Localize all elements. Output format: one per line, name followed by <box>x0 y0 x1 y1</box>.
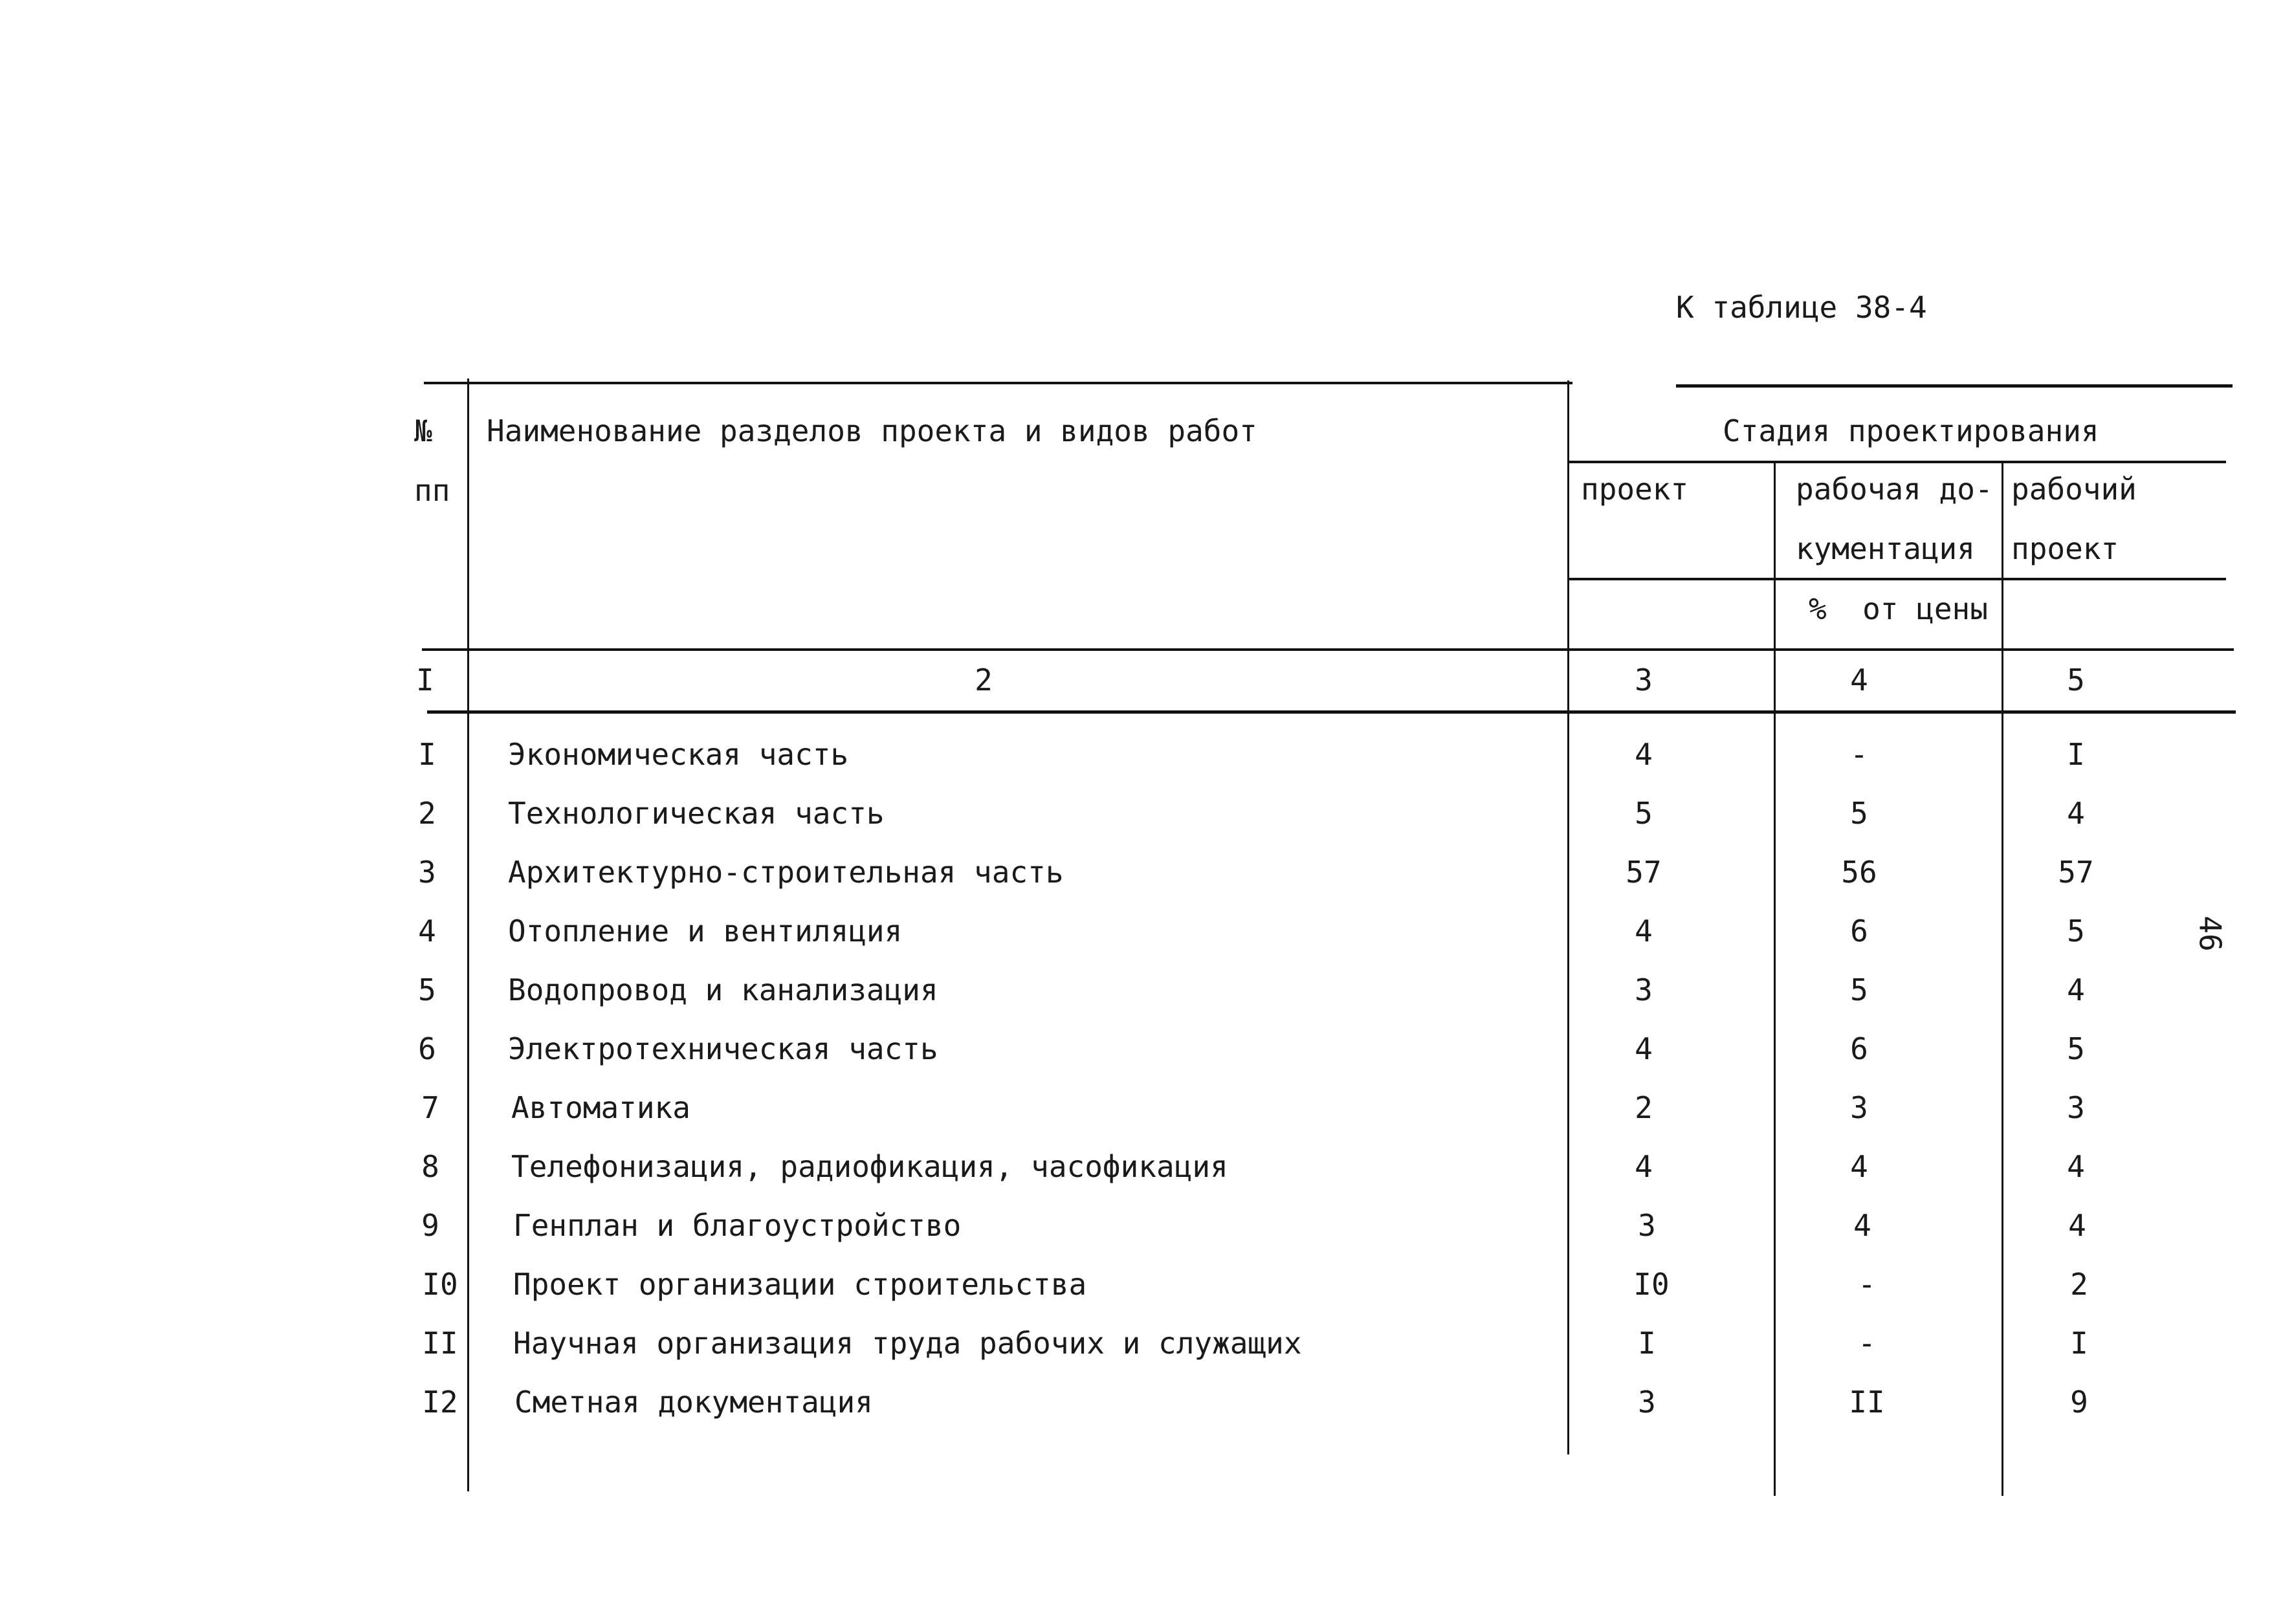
row-name: Проект организации строительства <box>513 1267 1087 1302</box>
header-stage-workproj-line2: проект <box>2011 531 2119 566</box>
header-stage-project: проект <box>1581 472 1689 507</box>
row-name: Отопление и вентиляция <box>508 914 903 949</box>
row-number: 5 <box>418 972 436 1007</box>
header-name: Наименование разделов проекта и видов работ <box>487 413 1257 448</box>
row-name: Технологическая часть <box>508 796 885 831</box>
header-stage: Стадия проектирования <box>1723 413 2099 448</box>
row-value-workdoc: - <box>1858 1326 1876 1361</box>
col-number-5: 5 <box>2067 663 2085 697</box>
header-stage-workdoc-line1: рабочая до- <box>1796 472 1993 507</box>
row-value-workproj: 5 <box>2067 1031 2085 1066</box>
row-value-project: 4 <box>1635 914 1653 949</box>
header-bottom-rule <box>422 648 2234 651</box>
column-divider-project <box>1774 461 1776 1496</box>
col-number-1: I <box>416 663 434 697</box>
row-value-project: I0 <box>1633 1267 1670 1302</box>
row-value-workdoc: 4 <box>1853 1208 1871 1243</box>
row-value-project: 4 <box>1635 1031 1653 1066</box>
row-value-workdoc: 6 <box>1850 1031 1868 1066</box>
header-stage-workdoc-line2: кументация <box>1796 531 1975 566</box>
row-value-workdoc: - <box>1858 1267 1876 1302</box>
row-value-project: 3 <box>1638 1385 1656 1420</box>
row-value-project: 4 <box>1635 737 1653 772</box>
stage-subheader-underline <box>1569 578 2226 580</box>
row-value-workdoc: - <box>1850 737 1868 772</box>
column-divider-num <box>467 379 469 1491</box>
row-number: II <box>422 1326 458 1361</box>
row-number: 4 <box>418 914 436 949</box>
row-name: Автоматика <box>511 1090 690 1125</box>
row-value-workdoc: 3 <box>1850 1090 1868 1125</box>
row-value-workdoc: 6 <box>1850 914 1868 949</box>
row-name: Сметная документация <box>514 1385 873 1420</box>
row-value-workproj: 4 <box>2068 1208 2086 1243</box>
row-name: Научная организация труда рабочих и служащих <box>513 1326 1302 1361</box>
col-number-2: 2 <box>975 663 993 697</box>
col-number-4: 4 <box>1850 663 1868 697</box>
row-number: 6 <box>418 1031 436 1066</box>
page-number: 46 <box>2192 916 2228 952</box>
table-top-rule <box>424 382 1572 384</box>
row-value-workproj: 3 <box>2067 1090 2085 1125</box>
column-divider-workdoc <box>2002 461 2003 1496</box>
row-number: 7 <box>421 1090 439 1125</box>
header-num-sign: № <box>414 413 432 448</box>
row-name: Телефонизация, радиофикация, часофикация <box>511 1149 1228 1184</box>
row-value-project: 3 <box>1638 1208 1656 1243</box>
row-value-workdoc: 5 <box>1850 796 1868 831</box>
row-value-project: 57 <box>1626 855 1662 890</box>
row-value-workdoc: 56 <box>1841 855 1877 890</box>
stage-header-underline <box>1569 461 2226 463</box>
row-value-project: I <box>1638 1326 1656 1361</box>
row-number: I0 <box>422 1267 458 1302</box>
row-value-workproj: I <box>2067 737 2085 772</box>
row-number: 3 <box>418 855 436 890</box>
row-value-project: 2 <box>1635 1090 1653 1125</box>
row-number: 9 <box>421 1208 439 1243</box>
row-number: 2 <box>418 796 436 831</box>
row-value-workproj: 4 <box>2067 796 2085 831</box>
row-value-workproj: 4 <box>2067 972 2085 1007</box>
row-number: I <box>418 737 436 772</box>
row-number: I2 <box>422 1385 458 1420</box>
table-caption: К таблице 38-4 <box>1676 290 1927 325</box>
column-divider-name <box>1567 380 1569 1454</box>
header-num-pp: пп <box>414 473 450 508</box>
row-value-project: 5 <box>1635 796 1653 831</box>
row-value-project: 4 <box>1635 1149 1653 1184</box>
row-value-workproj: 4 <box>2067 1149 2085 1184</box>
row-value-workdoc: II <box>1849 1385 1885 1420</box>
row-value-workproj: 57 <box>2058 855 2094 890</box>
row-value-workproj: I <box>2070 1326 2088 1361</box>
row-number: 8 <box>421 1149 439 1184</box>
row-name: Экономическая часть <box>508 737 849 772</box>
row-name: Архитектурно-строительная часть <box>508 855 1064 890</box>
col-number-3: 3 <box>1635 663 1653 697</box>
row-name: Электротехническая часть <box>508 1031 938 1066</box>
row-value-workproj: 9 <box>2070 1385 2088 1420</box>
table-top-rule-right <box>1676 384 2233 388</box>
row-name: Генплан и благоустройство <box>513 1208 962 1243</box>
column-numbers-bottom-rule <box>427 710 2236 714</box>
row-value-workdoc: 5 <box>1850 972 1868 1007</box>
row-value-workproj: 5 <box>2067 914 2085 949</box>
row-value-project: 3 <box>1635 972 1653 1007</box>
row-value-workproj: 2 <box>2070 1267 2088 1302</box>
row-name: Водопровод и канализация <box>508 972 938 1007</box>
row-value-workdoc: 4 <box>1850 1149 1868 1184</box>
header-stage-workproj-line1: рабочий <box>2011 472 2137 507</box>
header-unit: % от цены <box>1809 591 1988 626</box>
